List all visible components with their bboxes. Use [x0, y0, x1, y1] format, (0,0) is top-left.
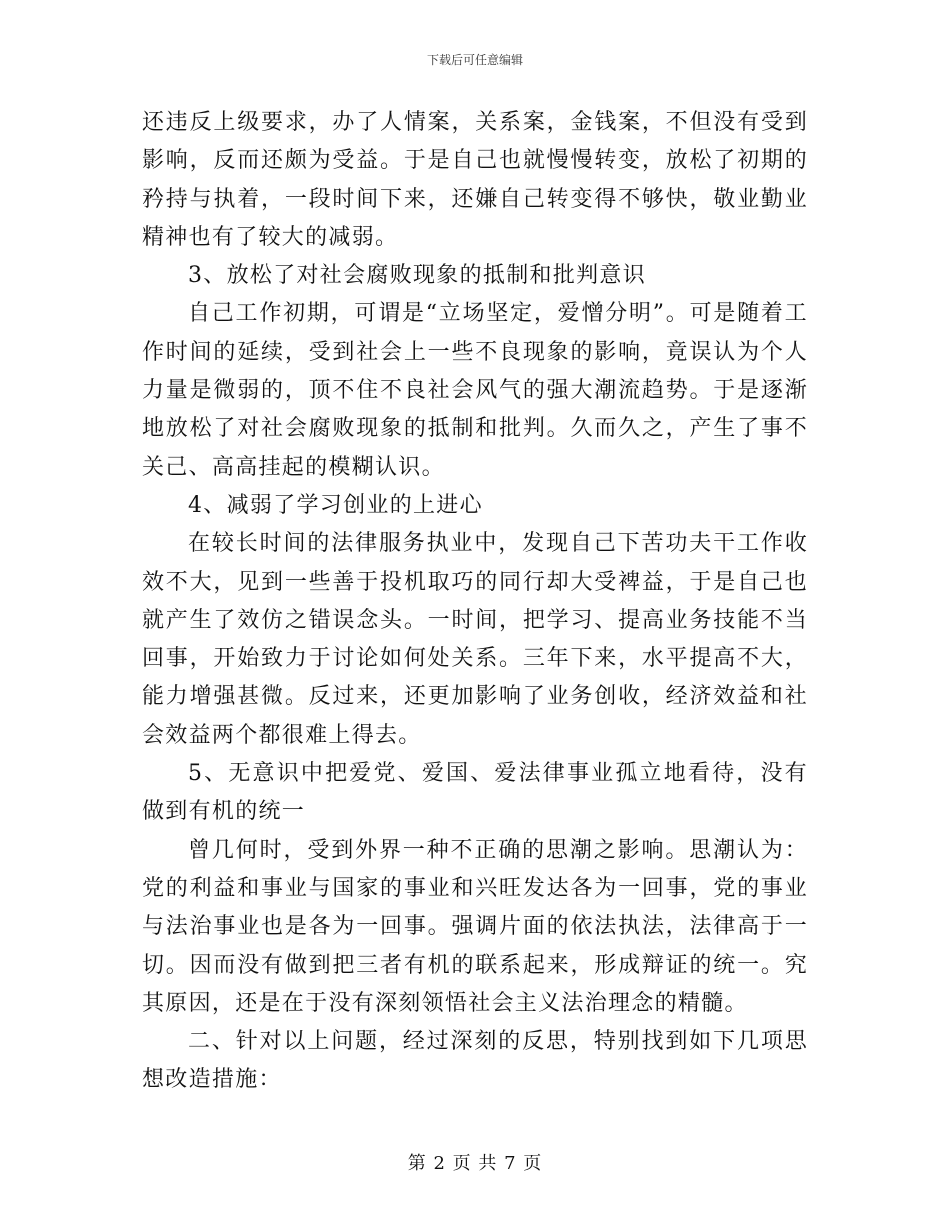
paragraph-section-3: 自己工作初期，可谓是“立场坚定，爱憎分明”。可是随着工作时间的延续，受到社会上一些不良现象的影响，竟误认为个人力量是微弱的，顶不住不良社会风气的强大潮流趋势。于是逐渐地放松了对社会腐败现象的抵制和批判。久而久之，产生了事不关己、高高挂起的模糊认识。	[142, 301, 808, 480]
document-body	[142, 104, 808, 1100]
section-heading-4: 4、减弱了学习创业的上进心	[188, 492, 483, 518]
paragraph-section-4: 在较长时间的法律服务执业中，发现自己下苦功夫干工作收效不大，见到一些善于投机取巧的同行却大受裨益，于是自己也就产生了效仿之错误念头。一时间，把学习、提高业务技能不当回事，开始致力于讨论如何处关系。三年下来，水平提高不大，能力增强甚微。反过来，还更加影响了业务创收，经济效益和社会效益两个都很难上得去。	[142, 531, 808, 748]
page-number: 第 2 页 共 7 页	[407, 1153, 543, 1174]
page-header: 下载后可任意编辑	[426, 53, 523, 67]
paragraph-section-5: 曾几何时，受到外界一种不正确的思潮之影响。思潮认为：党的利益和事业与国家的事业和兴旺发达各为一回事，党的事业与法治事业也是各为一回事。强调片面的依法执法，法律高于一切。因而没有做到把三者有机的联系起来，形成辩证的统一。究其原因，还是在于没有深刻领悟社会主义法治理念的精髓。	[142, 837, 808, 1016]
section-heading-part-2: 二、针对以上问题，经过深刻的反思，特别找到如下几项思想改造措施：	[142, 1029, 808, 1093]
paragraph-continuation: 还违反上级要求，办了人情案，关系案，金钱案，不但没有受到影响，反而还颇为受益。于是自己也就慢慢转变，放松了初期的矜持与执着，一段时间下来，还嫌自己转变得不够快，敬业勤业精神也有了较大的减弱。	[142, 110, 808, 250]
section-heading-3: 3、放松了对社会腐败现象的抵制和批判意识	[188, 263, 646, 289]
section-heading-5: 5、无意识中把爱党、爱国、爱法律事业孤立地看待，没有做到有机的统一	[142, 761, 808, 825]
